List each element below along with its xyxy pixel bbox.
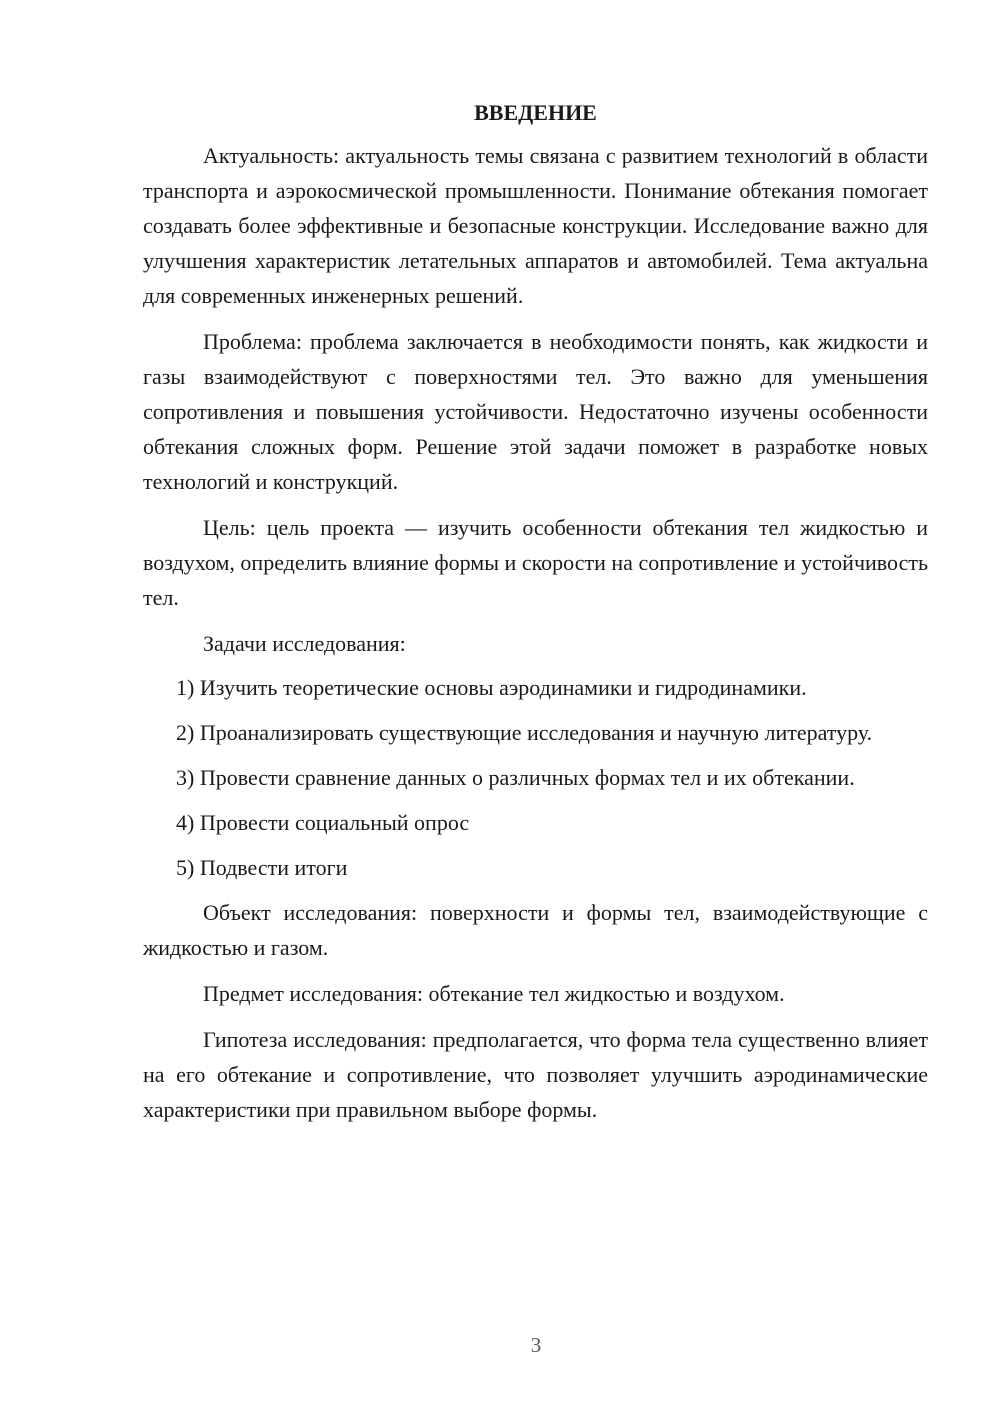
list-item: 3) Провести сравнение данных о различных формах тел и их обтекании. [176,765,855,790]
object-paragraph: Объект исследования: поверхности и формы тел, взаимодействующие с жидкостью и газом. [143,900,928,960]
tasks-intro: Задачи исследования: [203,631,406,656]
list-item: 5) Подвести итоги [176,855,348,880]
page-heading: ВВЕДЕНИЕ [474,100,597,125]
relevance-paragraph: Актуальность: актуальность темы связана с развитием технологий в области транспорта и аэрокосмической промышленности. Понимание обтекания помогает создавать более эффективные и безопасные конструкции. Исследование важно для улучшения характеристик летательных аппаратов и автомобилей. Тема актуальна для современных инженерных решений. [143,143,928,308]
list-item: 4) Провести социальный опрос [176,810,470,835]
page-number: 3 [530,1333,542,1357]
hypothesis-paragraph: Гипотеза исследования: предполагается, что форма тела существенно влияет на его обтекание и сопротивление, что позволяет улучшить аэродинамические характеристики при правильном выборе формы. [143,1027,928,1122]
list-item: 2) Проанализировать существующие исследования и научную литературу. [176,720,873,745]
list-item: 1) Изучить теоретические основы аэродинамики и гидродинамики. [176,675,807,700]
tasks-list [143,670,928,885]
problem-paragraph: Проблема: проблема заключается в необходимости понять, как жидкости и газы взаимодействуют с поверхностями тел. Это важно для уменьшения сопротивления и повышения устойчивости. Недостаточно изучены особенности обтекания сложных форм. Решение этой задачи поможет в разработке новых технологий и конструкций. [143,329,928,494]
subject-paragraph: Предмет исследования: обтекание тел жидкостью и воздухом. [203,981,785,1006]
page-content [143,95,928,1138]
goal-paragraph: Цель: цель проекта — изучить особенности обтекания тел жидкостью и воздухом, определить влияние формы и скорости на сопротивление и устойчивость тел. [143,515,928,610]
